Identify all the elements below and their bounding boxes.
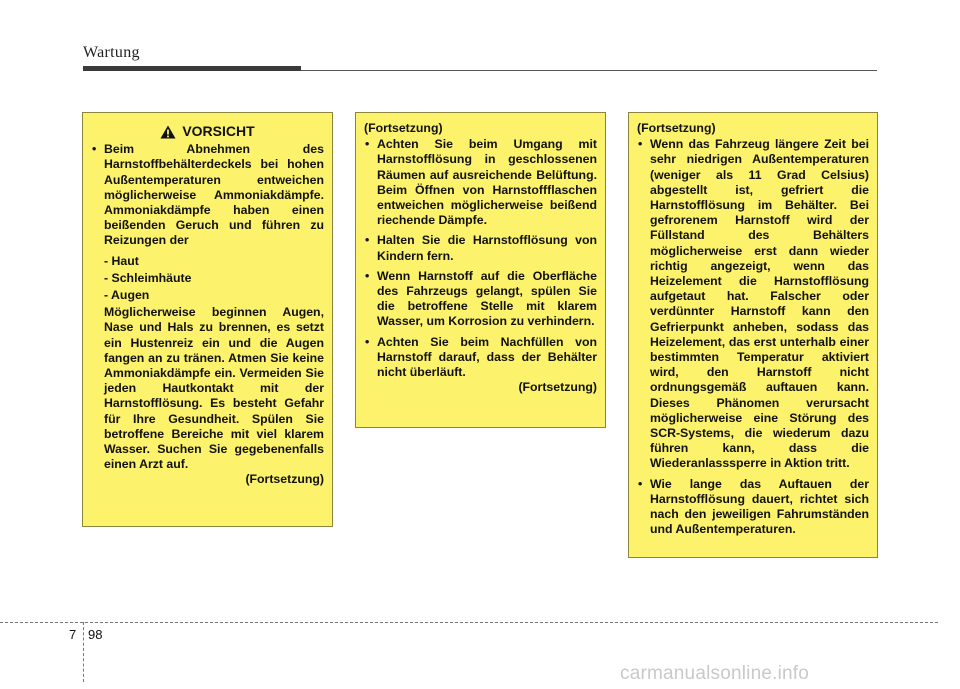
bullet-dot: •	[365, 334, 370, 349]
header-bar	[83, 66, 301, 71]
caution-paragraph: Möglicherweise beginnen Augen, Nase und Hals zu brennen, es setzt ein Hustenreiz ein und die Augen fangen an zu tränen. Atmen Sie keine Ammoniakdämpfe ein. Vermeiden Sie jeden Hautkontakt mit der Harnstofflösung. Es besteht Gefahr für Ihre Gesundheit. Spülen Sie betroffene Bereiche mit viel klarem Wasser. Suchen Sie gegebenenfalls einen Arzt auf.	[104, 305, 324, 472]
page-header-title: Wartung	[83, 44, 140, 61]
continued-label: (Fortsetzung)	[518, 380, 597, 395]
bullet-text: Halten Sie die Harnstofflösung von Kindern fern.	[377, 233, 597, 263]
continued-top-label: (Fortsetzung)	[637, 121, 716, 135]
caution-bullet	[364, 233, 597, 263]
bullet-dot: •	[638, 476, 643, 491]
caution-bullet	[637, 477, 869, 538]
irritation-item-eyes: - Augen	[104, 288, 150, 303]
bullet-dot: •	[365, 268, 370, 283]
continued-top-label: (Fortsetzung)	[364, 121, 443, 135]
caution-heading	[91, 124, 324, 139]
watermark: carmanualsonline.info	[620, 663, 810, 684]
irritation-item-mucosa: - Schleimhäute	[104, 270, 192, 285]
bullet-text: Wenn das Fahrzeug längere Zeit bei sehr niedrigen Außentemperaturen (weniger als 11 Grad Celsius) abgestellt ist, gefriert die Harnstofflösung im Behälter. Bei gefrorenem Harnstoff wird der Füllstand des Behälters möglicherweise erst dann wieder richtig angezeigt, wenn das Heizelement die Harnstofflösung aufgetaut hat. Falscher oder verdünnter Harnstoff kann den Gefrierpunkt anheben, sodass das Heizelement, das erst unterhalb einer bestimmten Temperatur aktiviert wird, den Harnstoff nicht ordnungsgemäß auftauen kann. Dieses Phänomen verursacht möglicherweise eine Störung des SCR-Systems, die wiederum dazu führen kann, dass die Wiederanlasssperre in Aktion tritt.	[650, 137, 869, 471]
caution-box-final	[628, 112, 878, 558]
footer-rule	[0, 622, 938, 623]
bullet-text: Achten Sie beim Umgang mit Harnstofflösung in geschlossenen Räumen auf ausreichende Belüftung. Beim Öffnen von Harnstoffflaschen entweichen möglicherweise beißend riechende Dämpfe.	[377, 137, 597, 228]
page-number: 98	[88, 627, 103, 642]
irritation-item-skin: - Haut	[104, 253, 139, 268]
continued-label: (Fortsetzung)	[245, 472, 324, 487]
caution-bullet	[364, 137, 597, 228]
bullet-text: Wenn Harnstoff auf die Oberfläche des Fahrzeugs gelangt, spülen Sie die betroffene Stelle mit klarem Wasser, um Korrosion zu verhindern.	[377, 268, 597, 329]
bullet-dot: •	[365, 137, 370, 152]
caution-bullet-text: Beim Abnehmen des Harnstoffbehälterdeckels bei hohen Außentemperaturen entweichen möglicherweise Ammoniakdämpfe. Ammoniakdämpfe haben einen beißenden Geruch und führen zu Reizungen der	[104, 142, 324, 248]
warning-triangle-icon	[160, 125, 176, 139]
caution-bullet	[637, 137, 869, 471]
caution-bullet	[364, 269, 597, 330]
footer-divider	[83, 622, 84, 682]
caution-heading-label: VORSICHT	[182, 123, 255, 139]
bullet-text: Wie lange das Auftauen der Harnstofflösung dauert, richtet sich nach den jeweiligen Fahrumständen und Außentemperaturen.	[650, 476, 869, 537]
chapter-number: 7	[69, 627, 77, 642]
bullet-dot: •	[638, 137, 643, 152]
caution-box	[82, 112, 333, 527]
caution-bullet	[364, 335, 597, 381]
bullet-dot: •	[365, 233, 370, 248]
bullet-text: Achten Sie beim Nachfüllen von Harnstoff darauf, dass der Behälter nicht überläuft.	[377, 334, 597, 380]
caution-bullet	[91, 142, 324, 248]
bullet-dot: •	[92, 142, 97, 157]
caution-box-continued	[355, 112, 606, 428]
header-rule	[301, 70, 877, 71]
